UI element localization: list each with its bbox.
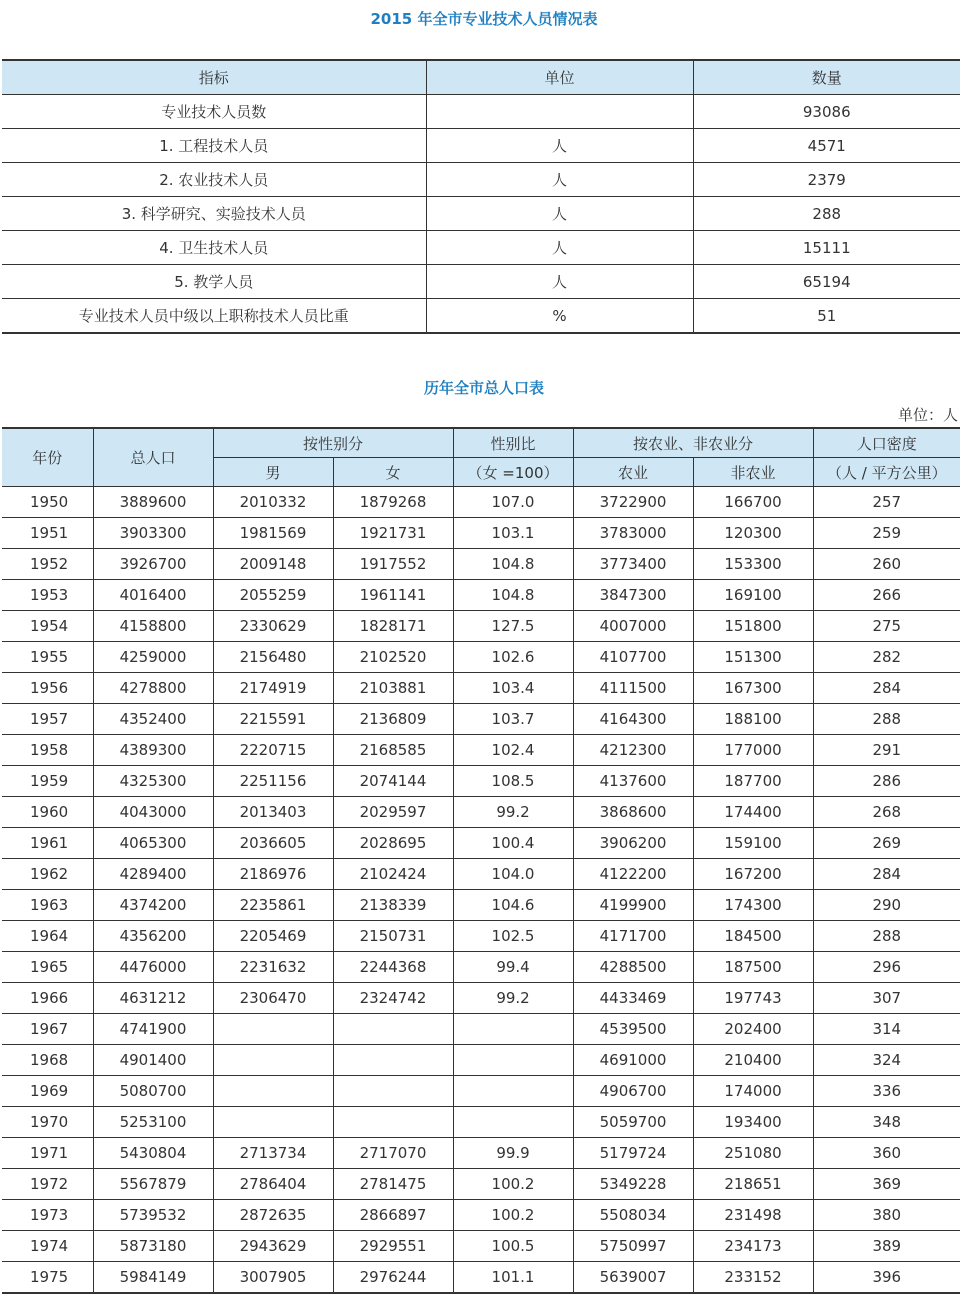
total-cell: 4356200 [93, 921, 213, 952]
sex-ratio-cell: 99.9 [453, 1138, 573, 1169]
agri-cell: 4199900 [573, 890, 693, 921]
total-cell: 4065300 [93, 828, 213, 859]
density-cell: 360 [813, 1138, 960, 1169]
female-cell: 1917552 [333, 549, 453, 580]
quantity-cell: 4571 [693, 129, 960, 163]
density-cell: 296 [813, 952, 960, 983]
year-cell: 1971 [2, 1138, 93, 1169]
year-cell: 1960 [2, 797, 93, 828]
year-cell: 1959 [2, 766, 93, 797]
male-cell: 2306470 [213, 983, 333, 1014]
table-row [2, 1045, 960, 1076]
table-row [2, 673, 960, 704]
sex-ratio-cell: 103.7 [453, 704, 573, 735]
nonagri-cell: 153300 [693, 549, 813, 580]
table-row [2, 231, 960, 265]
indicator-cell: 5. 教学人员 [2, 265, 426, 299]
indicator-cell: 专业技术人员中级以上职称技术人员比重 [2, 299, 426, 334]
unit-cell: 人 [426, 197, 693, 231]
quantity-cell: 15111 [693, 231, 960, 265]
col-header-unit: 单位 [426, 60, 693, 95]
table-row [2, 828, 960, 859]
col-header-by-agri: 按农业、非农业分 [573, 428, 813, 458]
nonagri-cell: 234173 [693, 1231, 813, 1262]
agri-cell: 4171700 [573, 921, 693, 952]
col-header-density: 人口密度 [813, 428, 960, 458]
year-cell: 1975 [2, 1262, 93, 1294]
male-cell: 2872635 [213, 1200, 333, 1231]
density-cell: 257 [813, 487, 960, 518]
total-cell: 3889600 [93, 487, 213, 518]
male-cell: 2205469 [213, 921, 333, 952]
sex-ratio-cell [453, 1107, 573, 1138]
female-cell: 2168585 [333, 735, 453, 766]
sex-ratio-cell: 108.5 [453, 766, 573, 797]
sex-ratio-cell: 100.4 [453, 828, 573, 859]
year-cell: 1957 [2, 704, 93, 735]
agri-cell: 5639007 [573, 1262, 693, 1294]
female-cell: 2781475 [333, 1169, 453, 1200]
total-cell: 5984149 [93, 1262, 213, 1294]
male-cell: 2156480 [213, 642, 333, 673]
density-cell: 284 [813, 859, 960, 890]
year-cell: 1954 [2, 611, 93, 642]
male-cell: 2330629 [213, 611, 333, 642]
density-cell: 380 [813, 1200, 960, 1231]
col-header-sex-ratio-note: （女 =100） [453, 458, 573, 487]
year-cell: 1962 [2, 859, 93, 890]
quantity-cell: 288 [693, 197, 960, 231]
density-cell: 290 [813, 890, 960, 921]
agri-cell: 5349228 [573, 1169, 693, 1200]
female-cell: 2976244 [333, 1262, 453, 1294]
table-row [2, 549, 960, 580]
total-cell: 4741900 [93, 1014, 213, 1045]
table-row [2, 1169, 960, 1200]
table1-header-row [2, 60, 960, 95]
total-cell: 5253100 [93, 1107, 213, 1138]
total-cell: 4901400 [93, 1045, 213, 1076]
female-cell: 1879268 [333, 487, 453, 518]
indicator-cell: 2. 农业技术人员 [2, 163, 426, 197]
col-header-nonagri: 非农业 [693, 458, 813, 487]
table-row [2, 1138, 960, 1169]
male-cell: 2036605 [213, 828, 333, 859]
year-cell: 1973 [2, 1200, 93, 1231]
table-row [2, 1200, 960, 1231]
table-row [2, 95, 960, 129]
density-cell: 291 [813, 735, 960, 766]
female-cell: 2103881 [333, 673, 453, 704]
total-cell: 4352400 [93, 704, 213, 735]
agri-cell: 5508034 [573, 1200, 693, 1231]
agri-cell: 4212300 [573, 735, 693, 766]
agri-cell: 5059700 [573, 1107, 693, 1138]
table-row [2, 1262, 960, 1294]
density-cell: 268 [813, 797, 960, 828]
agri-cell: 3722900 [573, 487, 693, 518]
density-cell: 275 [813, 611, 960, 642]
sex-ratio-cell [453, 1076, 573, 1107]
unit-cell: 人 [426, 163, 693, 197]
table-row [2, 487, 960, 518]
density-cell: 314 [813, 1014, 960, 1045]
unit-cell: 人 [426, 265, 693, 299]
table-row [2, 299, 960, 334]
nonagri-cell: 169100 [693, 580, 813, 611]
male-cell: 2013403 [213, 797, 333, 828]
female-cell: 1828171 [333, 611, 453, 642]
total-cell: 4289400 [93, 859, 213, 890]
nonagri-cell: 120300 [693, 518, 813, 549]
sex-ratio-cell: 102.4 [453, 735, 573, 766]
table-row [2, 129, 960, 163]
female-cell: 2324742 [333, 983, 453, 1014]
year-cell: 1961 [2, 828, 93, 859]
table-row [2, 766, 960, 797]
year-cell: 1958 [2, 735, 93, 766]
agri-cell: 4539500 [573, 1014, 693, 1045]
table-row [2, 518, 960, 549]
sex-ratio-cell [453, 1014, 573, 1045]
density-cell: 284 [813, 673, 960, 704]
year-cell: 1956 [2, 673, 93, 704]
table1-title: 2015 年全市专业技术人员情况表 [370, 10, 598, 28]
unit-cell: % [426, 299, 693, 334]
year-cell: 1970 [2, 1107, 93, 1138]
agri-cell: 4107700 [573, 642, 693, 673]
table-row [2, 1107, 960, 1138]
year-cell: 1966 [2, 983, 93, 1014]
table-row [2, 859, 960, 890]
agri-cell: 4164300 [573, 704, 693, 735]
population-table [2, 427, 960, 1294]
unit-cell: 人 [426, 129, 693, 163]
female-cell: 2029597 [333, 797, 453, 828]
male-cell: 2786404 [213, 1169, 333, 1200]
total-cell: 4476000 [93, 952, 213, 983]
nonagri-cell: 151800 [693, 611, 813, 642]
female-cell [333, 1107, 453, 1138]
nonagri-cell: 187700 [693, 766, 813, 797]
sex-ratio-cell: 103.4 [453, 673, 573, 704]
sex-ratio-cell: 127.5 [453, 611, 573, 642]
unit-label: 单位：人 [897, 406, 958, 424]
male-cell: 2231632 [213, 952, 333, 983]
col-header-agri: 农业 [573, 458, 693, 487]
table-row [2, 611, 960, 642]
nonagri-cell: 231498 [693, 1200, 813, 1231]
total-cell: 4374200 [93, 890, 213, 921]
sex-ratio-cell: 103.1 [453, 518, 573, 549]
male-cell [213, 1107, 333, 1138]
table-row [2, 1231, 960, 1262]
nonagri-cell: 184500 [693, 921, 813, 952]
nonagri-cell: 174300 [693, 890, 813, 921]
professional-staff-table [2, 59, 960, 334]
agri-cell: 4122200 [573, 859, 693, 890]
nonagri-cell: 167200 [693, 859, 813, 890]
nonagri-cell: 202400 [693, 1014, 813, 1045]
year-cell: 1955 [2, 642, 93, 673]
total-cell: 4158800 [93, 611, 213, 642]
density-cell: 389 [813, 1231, 960, 1262]
female-cell: 2244368 [333, 952, 453, 983]
nonagri-cell: 174000 [693, 1076, 813, 1107]
sex-ratio-cell: 104.8 [453, 549, 573, 580]
total-cell: 5430804 [93, 1138, 213, 1169]
female-cell: 2102424 [333, 859, 453, 890]
female-cell: 1921731 [333, 518, 453, 549]
sex-ratio-cell: 99.2 [453, 983, 573, 1014]
male-cell [213, 1014, 333, 1045]
sex-ratio-cell: 100.2 [453, 1200, 573, 1231]
sex-ratio-cell: 107.0 [453, 487, 573, 518]
density-cell: 259 [813, 518, 960, 549]
unit-cell [426, 95, 693, 129]
density-cell: 260 [813, 549, 960, 580]
density-cell: 286 [813, 766, 960, 797]
col-header-female: 女 [333, 458, 453, 487]
agri-cell: 3906200 [573, 828, 693, 859]
nonagri-cell: 151300 [693, 642, 813, 673]
sex-ratio-cell: 99.4 [453, 952, 573, 983]
col-header-sex-ratio: 性别比 [453, 428, 573, 458]
sex-ratio-cell: 101.1 [453, 1262, 573, 1294]
female-cell: 2150731 [333, 921, 453, 952]
density-cell: 336 [813, 1076, 960, 1107]
nonagri-cell: 177000 [693, 735, 813, 766]
nonagri-cell: 197743 [693, 983, 813, 1014]
agri-cell: 4288500 [573, 952, 693, 983]
quantity-cell: 65194 [693, 265, 960, 299]
density-cell: 282 [813, 642, 960, 673]
male-cell: 2010332 [213, 487, 333, 518]
nonagri-cell: 210400 [693, 1045, 813, 1076]
col-header-male: 男 [213, 458, 333, 487]
year-cell: 1953 [2, 580, 93, 611]
agri-cell: 3783000 [573, 518, 693, 549]
total-cell: 3926700 [93, 549, 213, 580]
col-header-total: 总人口 [93, 428, 213, 487]
total-cell: 5080700 [93, 1076, 213, 1107]
quantity-cell: 93086 [693, 95, 960, 129]
table2-title: 历年全市总人口表 [423, 379, 544, 397]
total-cell: 4016400 [93, 580, 213, 611]
density-cell: 348 [813, 1107, 960, 1138]
nonagri-cell: 193400 [693, 1107, 813, 1138]
year-cell: 1965 [2, 952, 93, 983]
male-cell: 2174919 [213, 673, 333, 704]
nonagri-cell: 159100 [693, 828, 813, 859]
year-cell: 1967 [2, 1014, 93, 1045]
year-cell: 1963 [2, 890, 93, 921]
table-row [2, 642, 960, 673]
table-row [2, 890, 960, 921]
male-cell: 2943629 [213, 1231, 333, 1262]
year-cell: 1974 [2, 1231, 93, 1262]
male-cell: 2215591 [213, 704, 333, 735]
sex-ratio-cell: 102.6 [453, 642, 573, 673]
table2-header-row-1 [2, 428, 960, 458]
agri-cell: 4433469 [573, 983, 693, 1014]
sex-ratio-cell: 104.6 [453, 890, 573, 921]
table-row [2, 797, 960, 828]
total-cell: 4325300 [93, 766, 213, 797]
year-cell: 1968 [2, 1045, 93, 1076]
col-header-quantity: 数量 [693, 60, 960, 95]
female-cell: 2102520 [333, 642, 453, 673]
male-cell: 2713734 [213, 1138, 333, 1169]
year-cell: 1969 [2, 1076, 93, 1107]
table-row [2, 197, 960, 231]
female-cell: 2138339 [333, 890, 453, 921]
col-header-year: 年份 [2, 428, 93, 487]
agri-cell: 4007000 [573, 611, 693, 642]
density-cell: 324 [813, 1045, 960, 1076]
total-cell: 4389300 [93, 735, 213, 766]
col-header-indicator: 指标 [2, 60, 426, 95]
sex-ratio-cell: 104.8 [453, 580, 573, 611]
female-cell: 2866897 [333, 1200, 453, 1231]
female-cell: 2717070 [333, 1138, 453, 1169]
table-row [2, 580, 960, 611]
nonagri-cell: 233152 [693, 1262, 813, 1294]
indicator-cell: 3. 科学研究、实验技术人员 [2, 197, 426, 231]
density-cell: 369 [813, 1169, 960, 1200]
agri-cell: 4691000 [573, 1045, 693, 1076]
density-cell: 288 [813, 921, 960, 952]
male-cell: 3007905 [213, 1262, 333, 1294]
agri-cell: 5750997 [573, 1231, 693, 1262]
indicator-cell: 4. 卫生技术人员 [2, 231, 426, 265]
nonagri-cell: 218651 [693, 1169, 813, 1200]
sex-ratio-cell: 104.0 [453, 859, 573, 890]
unit-cell: 人 [426, 231, 693, 265]
total-cell: 4259000 [93, 642, 213, 673]
table-row [2, 1076, 960, 1107]
table-row [2, 704, 960, 735]
sex-ratio-cell [453, 1045, 573, 1076]
nonagri-cell: 166700 [693, 487, 813, 518]
sex-ratio-cell: 100.2 [453, 1169, 573, 1200]
male-cell [213, 1076, 333, 1107]
male-cell: 2220715 [213, 735, 333, 766]
female-cell: 2136809 [333, 704, 453, 735]
agri-cell: 5179724 [573, 1138, 693, 1169]
table-row [2, 983, 960, 1014]
density-cell: 288 [813, 704, 960, 735]
table-row [2, 921, 960, 952]
female-cell [333, 1014, 453, 1045]
quantity-cell: 2379 [693, 163, 960, 197]
col-header-by-sex: 按性别分 [213, 428, 453, 458]
male-cell: 2235861 [213, 890, 333, 921]
year-cell: 1952 [2, 549, 93, 580]
density-cell: 269 [813, 828, 960, 859]
density-cell: 307 [813, 983, 960, 1014]
total-cell: 3903300 [93, 518, 213, 549]
male-cell: 2186976 [213, 859, 333, 890]
nonagri-cell: 251080 [693, 1138, 813, 1169]
table-row [2, 952, 960, 983]
agri-cell: 4137600 [573, 766, 693, 797]
total-cell: 4631212 [93, 983, 213, 1014]
year-cell: 1972 [2, 1169, 93, 1200]
nonagri-cell: 174400 [693, 797, 813, 828]
agri-cell: 4111500 [573, 673, 693, 704]
female-cell: 2028695 [333, 828, 453, 859]
male-cell: 2251156 [213, 766, 333, 797]
agri-cell: 3868600 [573, 797, 693, 828]
table-row [2, 735, 960, 766]
male-cell: 1981569 [213, 518, 333, 549]
sex-ratio-cell: 102.5 [453, 921, 573, 952]
indicator-cell: 1. 工程技术人员 [2, 129, 426, 163]
nonagri-cell: 167300 [693, 673, 813, 704]
quantity-cell: 51 [693, 299, 960, 334]
density-cell: 396 [813, 1262, 960, 1294]
male-cell: 2009148 [213, 549, 333, 580]
density-cell: 266 [813, 580, 960, 611]
agri-cell: 3773400 [573, 549, 693, 580]
year-cell: 1950 [2, 487, 93, 518]
year-cell: 1951 [2, 518, 93, 549]
female-cell: 1961141 [333, 580, 453, 611]
col-header-density-unit: （人 / 平方公里） [813, 458, 960, 487]
sex-ratio-cell: 99.2 [453, 797, 573, 828]
total-cell: 4043000 [93, 797, 213, 828]
agri-cell: 4906700 [573, 1076, 693, 1107]
female-cell [333, 1045, 453, 1076]
year-cell: 1964 [2, 921, 93, 952]
female-cell [333, 1076, 453, 1107]
total-cell: 5873180 [93, 1231, 213, 1262]
nonagri-cell: 188100 [693, 704, 813, 735]
sex-ratio-cell: 100.5 [453, 1231, 573, 1262]
male-cell [213, 1045, 333, 1076]
table-row [2, 1014, 960, 1045]
nonagri-cell: 187500 [693, 952, 813, 983]
indicator-cell: 专业技术人员数 [2, 95, 426, 129]
total-cell: 4278800 [93, 673, 213, 704]
agri-cell: 3847300 [573, 580, 693, 611]
total-cell: 5567879 [93, 1169, 213, 1200]
table-row [2, 265, 960, 299]
table-row [2, 163, 960, 197]
male-cell: 2055259 [213, 580, 333, 611]
female-cell: 2929551 [333, 1231, 453, 1262]
total-cell: 5739532 [93, 1200, 213, 1231]
female-cell: 2074144 [333, 766, 453, 797]
